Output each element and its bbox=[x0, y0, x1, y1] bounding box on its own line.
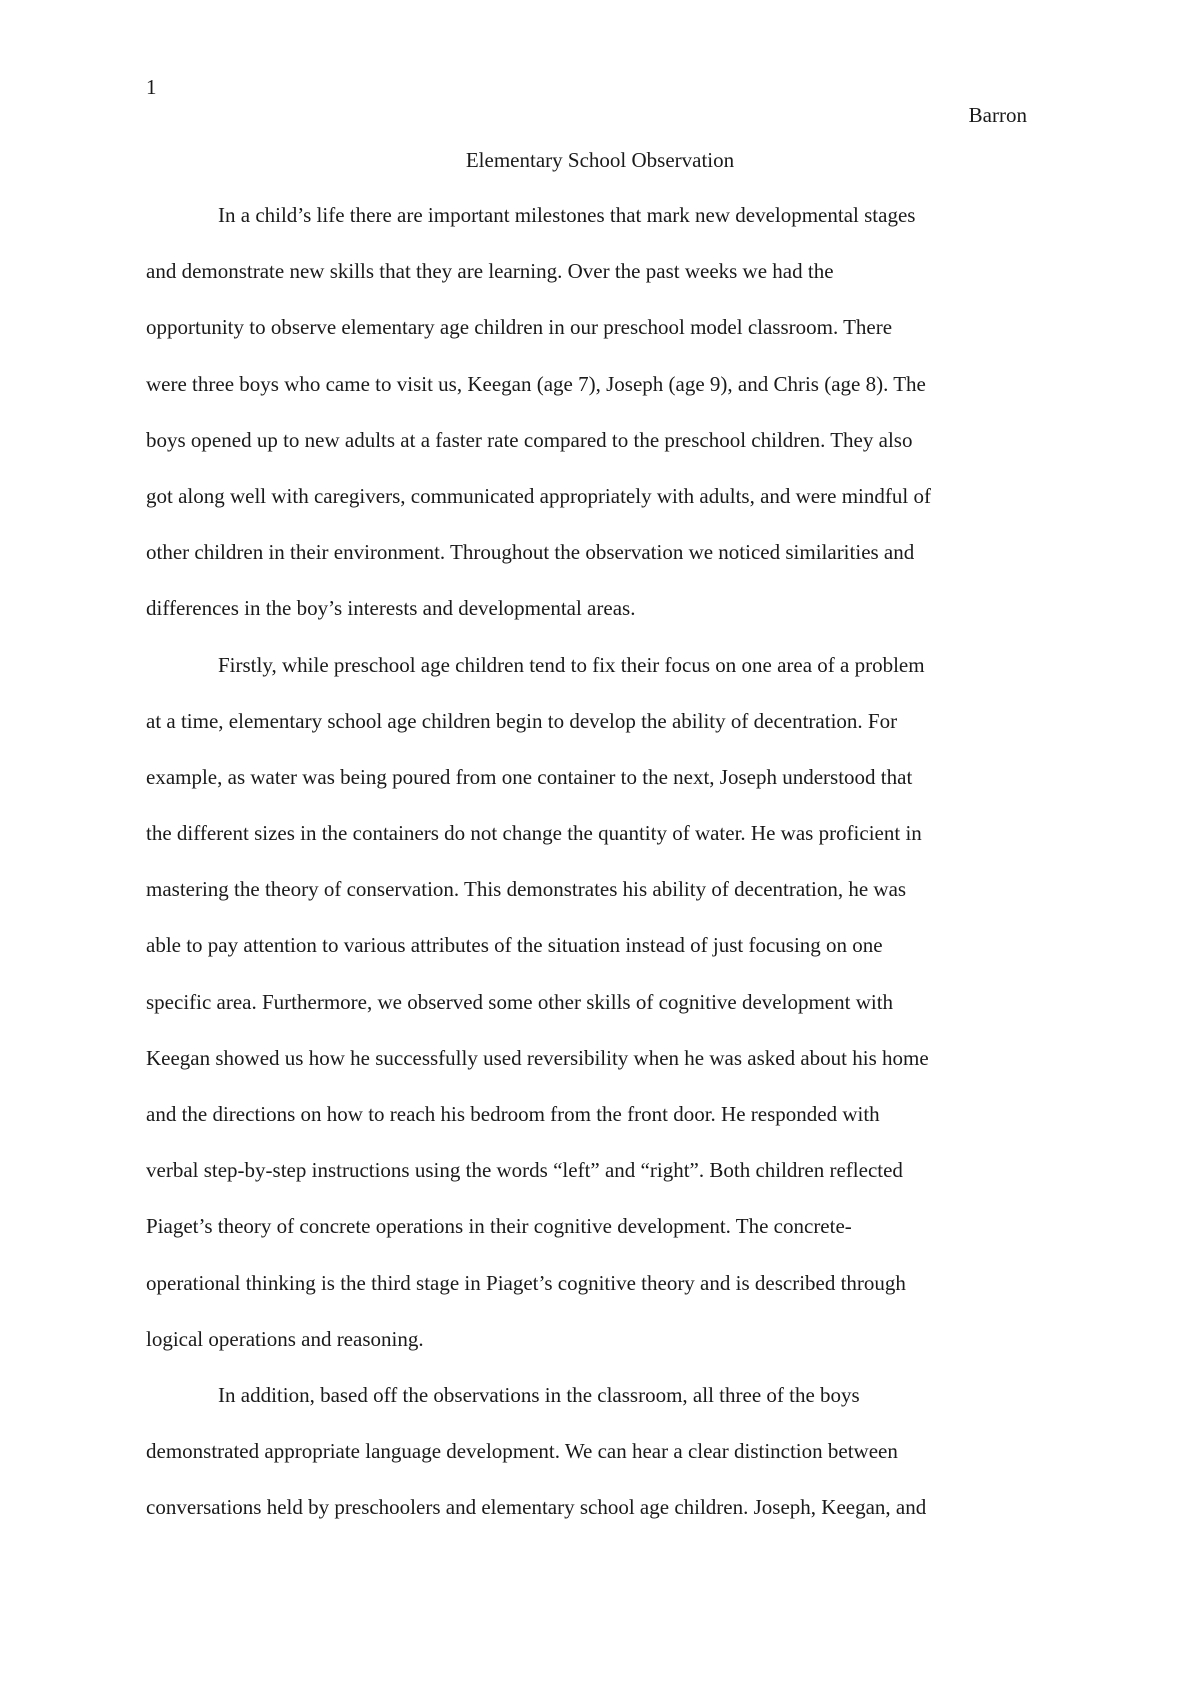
text-line: Piaget’s theory of concrete operations in their cognitive development. The concrete- bbox=[146, 1214, 852, 1239]
paragraph-3 bbox=[146, 1382, 1066, 1551]
text-line: In addition, based off the observations in the classroom, all three of the boys bbox=[218, 1382, 860, 1407]
text-line: mastering the theory of conservation. This demonstrates his ability of decentration, he was bbox=[146, 877, 907, 902]
text-line: specific area. Furthermore, we observed some other skills of cognitive development with bbox=[146, 989, 894, 1014]
text-line: boys opened up to new adults at a faster rate compared to the preschool children. They also bbox=[146, 427, 913, 452]
text-line: at a time, elementary school age children begin to develop the ability of decentration. For bbox=[146, 708, 898, 733]
text-line: demonstrated appropriate language development. We can hear a clear distinction between bbox=[146, 1439, 898, 1464]
text-line: the different sizes in the containers do not change the quantity of water. He was proficient in bbox=[146, 821, 922, 846]
paragraph-2 bbox=[146, 652, 1066, 1382]
text-line: got along well with caregivers, communicated appropriately with adults, and were mindful of bbox=[146, 483, 931, 508]
running-head-author: Barron bbox=[968, 103, 1027, 127]
document-title: Elementary School Observation bbox=[465, 148, 735, 172]
text-line: operational thinking is the third stage in Piaget’s cognitive theory and is described through bbox=[146, 1270, 906, 1295]
text-line: verbal step-by-step instructions using the words “left” and “right”. Both children reflected bbox=[146, 1158, 903, 1183]
text-line: example, as water was being poured from one container to the next, Joseph understood that bbox=[146, 764, 913, 789]
text-line: and demonstrate new skills that they are learning. Over the past weeks we had the bbox=[146, 259, 834, 284]
text-line: able to pay attention to various attributes of the situation instead of just focusing on one bbox=[146, 933, 883, 958]
text-line: other children in their environment. Throughout the observation we noticed similarities and bbox=[146, 540, 915, 565]
document-body bbox=[146, 202, 1066, 1551]
paragraph-1 bbox=[146, 202, 1066, 652]
text-line: In a child’s life there are important milestones that mark new developmental stages bbox=[218, 203, 916, 227]
text-line: differences in the boy’s interests and developmental areas. bbox=[146, 596, 636, 621]
text-line: and the directions on how to reach his bedroom from the front door. He responded with bbox=[146, 1102, 880, 1126]
text-line: conversations held by preschoolers and elementary school age children. Joseph, Keegan, and bbox=[146, 1495, 927, 1520]
text-line: logical operations and reasoning. bbox=[146, 1326, 424, 1351]
text-line: were three boys who came to visit us, Keegan (age 7), Joseph (age 9), and Chris (age 8). The bbox=[146, 371, 926, 396]
page-number: 1 bbox=[146, 75, 157, 99]
text-line: Keegan showed us how he successfully used reversibility when he was asked about his home bbox=[146, 1045, 929, 1070]
text-line: opportunity to observe elementary age children in our preschool model classroom. There bbox=[146, 315, 893, 340]
text-line: Firstly, while preschool age children tend to fix their focus on one area of a problem bbox=[218, 652, 925, 677]
